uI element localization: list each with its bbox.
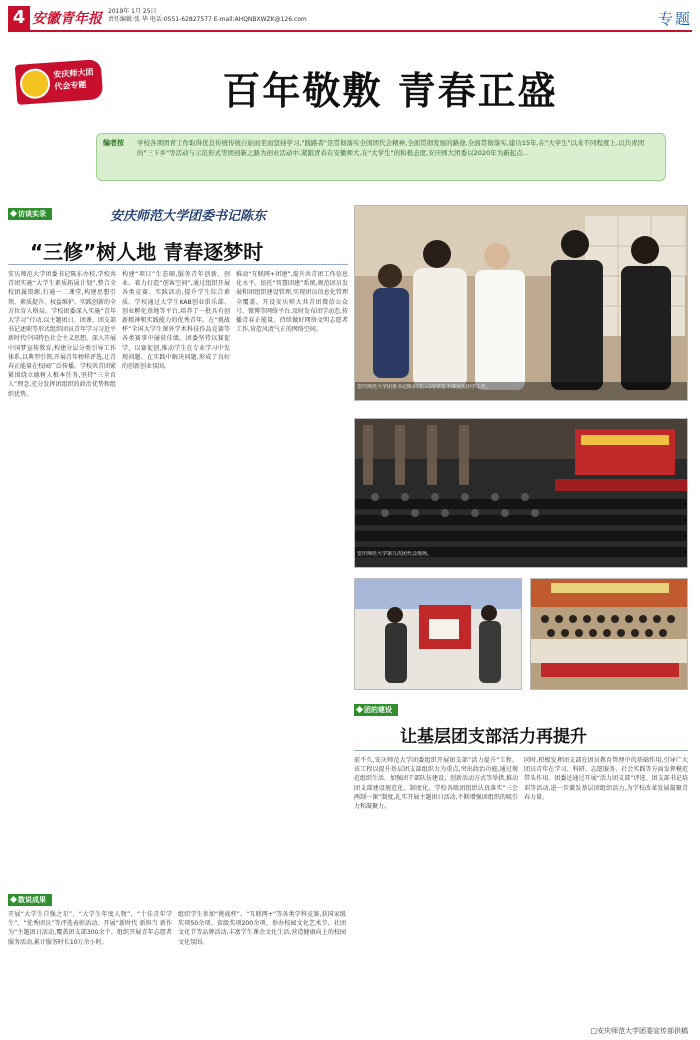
editor-note <box>96 133 666 181</box>
photo-interview <box>354 205 688 401</box>
section-tag-interview: 访谈实录 <box>8 208 52 220</box>
photo-congress-image <box>355 419 688 568</box>
right-article-column-1: 前不久,安庆师范大学团委组织开展团支部“活力提升”工程。该工程以提升基层团支部组织力为重点,突出政治功能,通过规范组织生活、加强团干部队伍建设、创新活动方式等举措,推动团支部建设规范化、制度化。学校各级团组织认真落实“三会两制一课”制度,扎实开展主题团日活动,不断增强团组织的吸引力和凝聚力。 <box>354 757 518 811</box>
photo-group-image <box>531 579 688 690</box>
results-column-1: 开展“大学生自强之星”、“大学生年度人物”、“十佳青年学生”、“优秀团员”等评选表彰活动。开展“新时代 新担当 新作为”主题团日活动,覆盖团支部300余个。组织开展青年志愿者服务活动,累计服务时长10万余小时。 <box>8 911 172 946</box>
editor-note-label: 编者按 <box>103 139 124 147</box>
section-tag-results: 数说成果 <box>8 894 52 906</box>
editor-note-text: 学校各项团青工作取得优良传统传统自始而至而坚持学习,"践路者"是贯彻落实全国团代会精神,全面贯彻发展的路途,全面贯彻落实,建功15年,在"大学生"以来不同程度上,以共青团的"三下乡"等活动与示范形式等团创新之路为创业活动中,紧跟青春在安徽师大,在"大学生"的积极态度,安庆师大团委以2020年为新起点... <box>137 139 645 157</box>
article-column-2: 构建“项目”生态圈,服务青年创新、创业。着力打造“创客空间”,通过组织开展各类竞赛、实践活动,提升学生综合素质。学校通过大学生KAB创业俱乐部、创业孵化基地等平台,培养了一批具有创新精神和实践能力的优秀青年。在“挑战杯”全国大学生课外学术科技作品竞赛等各类赛事中屡获佳绩。团委坚持以赛促学、以赛促创,推动学生在专业学习中发现问题、在实践中解决问题,形成了良好的创新创业氛围。 <box>122 271 230 371</box>
article-column-1: 安庆师范大学团委书记陈东办校,学校共青团实施“大学生素质拓展计划”,整合全校团属资源,打通一二课堂,构建思想引领、素质提升、权益维护、实践创新的全方位育人格局。学校团委深入实施“青年大学习”行动,以主题团日、团课、团支部书记述职等形式组织团员青年学习习近平新时代中国特色社会主义思想。深入开展中国梦宣传教育,构建分层分类引导工作体系,以典型引领,开展青年榜样评选,让青春正能量在校园广泛传播。学校共青团紧紧围绕立德树人根本任务,坚持“三全育人”理念,充分发挥团组织的政治优势和组织优势。 <box>8 271 116 398</box>
section-tag-team-building: 团的建设 <box>354 704 398 716</box>
photo-congress-hall <box>354 418 688 568</box>
issue-date: 2019年 1月 25日 <box>108 8 157 15</box>
photo-congress-caption: 安庆师范大学第九次团代会现场。 <box>357 551 433 557</box>
results-column-2: 组织学生参加“挑战杯”、“互联网+”等各类学科竞赛,获国家级奖项50余项、省级奖项200余项。举办校园文化艺术节、社团文化节等品牌活动,丰富学生课余文化生活,营造健康向上的校园文化氛围。 <box>178 911 346 946</box>
photo-interview-image <box>355 206 688 401</box>
page-title: 百年敬敷 青春正盛 <box>222 68 558 113</box>
editor-contact: 责任编辑:张 华 电话:0551-62827577 E-mail:AHQNBXWZK@126.com <box>108 16 307 23</box>
photo-group <box>530 578 688 690</box>
right-article-column-2: 同时,积极发挥团支部在团员教育管理中的基础作用,引导广大团员青年在学习、科研、志愿服务、社会实践等方面发挥模范带头作用。团委还通过开展“活力团支部”评选、团支部书记培训等活动,进一步激发基层团组织活力,为学校改革发展凝聚青春力量。 <box>524 757 688 801</box>
article-column-3: 推动“互联网+团建”,提升共青团工作信息化水平。依托“智慧团建”系统,规范团员发展和团组织建设管理,实现团员信息化管理全覆盖。开设安庆师大共青团微信公众号、微博等网络平台,及时发布团学动态,传播青春正能量。持续做好网络文明志愿者工作,营造风清气正的网络空间。 <box>236 271 348 334</box>
right-title-rule <box>354 750 688 751</box>
paper-name: 安徽青年报 <box>32 11 102 27</box>
right-article-title: 让基层团支部活力再提升 <box>400 727 587 747</box>
article-title: “三修”树人地 青春逐梦时 <box>30 240 264 264</box>
article-subhead: 安庆师范大学团委书记陈东 <box>110 209 267 224</box>
photo-unveiling-image <box>355 579 522 690</box>
section-label: 专题 <box>657 10 692 28</box>
footer-credit: □安庆师范大学团委宣传部供稿 <box>590 1027 688 1035</box>
photo-unveiling <box>354 578 522 690</box>
page-number: 4 <box>8 6 30 30</box>
photo-interview-caption: 安庆师范大学团委书记陈东(左三)与学生干部交流团学工作。 <box>357 384 491 390</box>
youth-league-emblem-icon <box>19 68 51 100</box>
title-rule <box>8 264 348 265</box>
page-header <box>8 6 692 32</box>
header-meta <box>108 8 408 24</box>
badge-label: 安庆师大团代会专题 <box>53 67 94 92</box>
special-issue-badge <box>15 59 104 105</box>
